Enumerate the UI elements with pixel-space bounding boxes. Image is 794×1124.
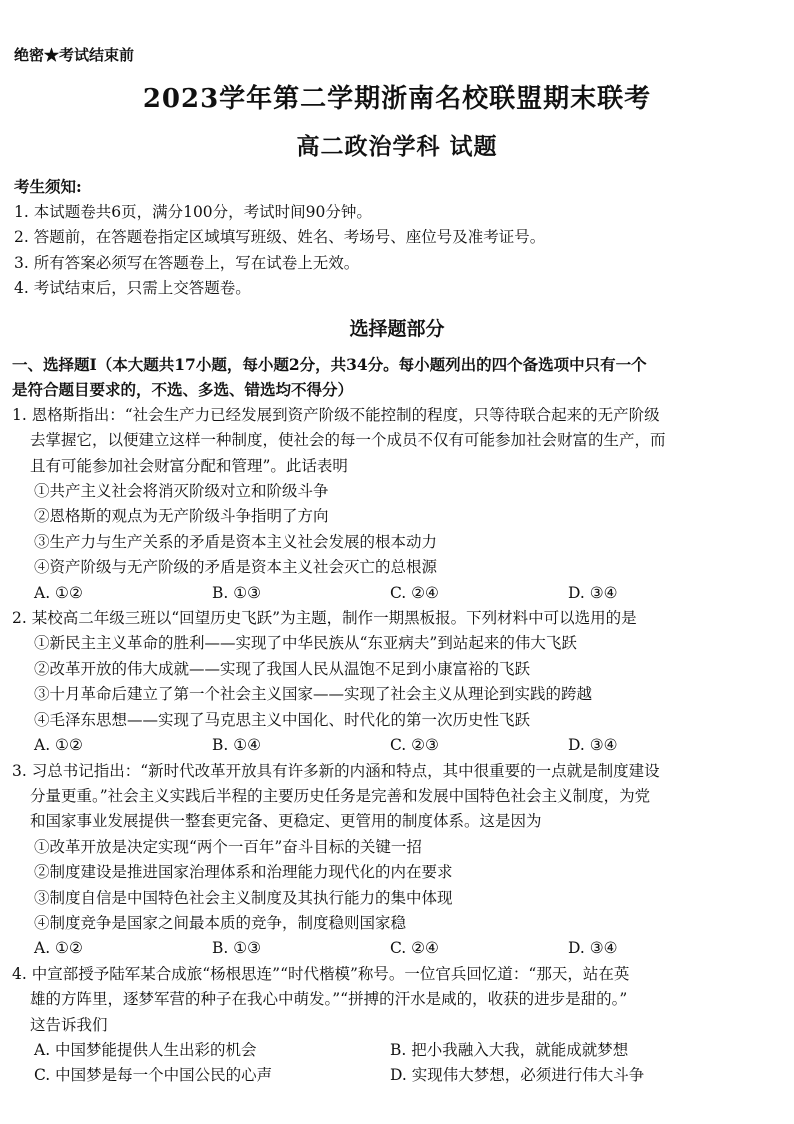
option-a: A. 中国梦能提供人生出彩的机会	[34, 1040, 257, 1059]
question-item: ④制度竞争是国家之间最本质的竞争，制度稳则国家稳	[34, 913, 407, 932]
option-c: C. ②③	[390, 736, 439, 755]
question-stem: 去掌握它，以便建立这样一种制度，使社会的每一个成员不仅有可能参加社会财富的生产，而	[30, 431, 666, 450]
option-a: A. ①②	[34, 736, 83, 755]
question-item: ①共产主义社会将消灭阶级对立和阶级斗争	[34, 482, 329, 501]
option-d: D. ③④	[568, 583, 618, 602]
question-item: ②改革开放的伟大成就——实现了我国人民从温饱不足到小康富裕的飞跃	[34, 659, 531, 678]
instruction-line: 是符合题目要求的，不选、多选、错选均不得分）	[12, 380, 354, 400]
question-stem: 这告诉我们	[30, 1015, 108, 1034]
option-b: B. 把小我融入大我，就能成就梦想	[390, 1040, 629, 1059]
section-title: 选择题部分	[349, 318, 445, 340]
answer-options	[12, 1063, 786, 1088]
option-a: A. ①②	[34, 939, 83, 958]
answer-options	[12, 1038, 786, 1063]
question-item: ④毛泽东思想——实现了马克思主义中国化、时代化的第一次历史性飞跃	[34, 710, 531, 729]
notice-head: 考生须知:	[14, 177, 82, 196]
question-stem: 4. 中宣部授予陆军某合成旅“杨根思连”“时代楷模”称号。一位官兵回忆道：“那天，站在英	[12, 964, 630, 983]
option-b: B. ①④	[212, 736, 262, 755]
option-c: C. 中国梦是每一个中国公民的心声	[34, 1066, 273, 1085]
question-stem: 和国家事业发展提供一整套更完备、更稳定、更管用的制度体系。这是因为	[30, 812, 542, 831]
question-stem: 3. 习总书记指出：“新时代改革开放具有许多新的内涵和特点，其中很重要的一点就是制度建设	[12, 761, 660, 780]
question-item: ①改革开放是决定实现“两个一百年”奋斗目标的关键一招	[34, 837, 422, 856]
option-c: C. ②④	[390, 583, 439, 602]
question-item: ③制度自信是中国特色社会主义制度及其执行能力的集中体现	[34, 888, 453, 907]
question-item: ③生产力与生产关系的矛盾是资本主义社会发展的根本动力	[34, 532, 438, 551]
question-item: ④资产阶级与无产阶级的矛盾是资本主义社会灭亡的总根源	[34, 558, 438, 577]
question-3	[12, 759, 786, 962]
notice-item: 2. 答题前，在答题卷指定区域填写班级、姓名、考场号、座位号及准考证号。	[14, 228, 546, 246]
option-d: D. ③④	[568, 939, 618, 958]
question-item: ②恩格斯的观点为无产阶级斗争指明了方向	[34, 507, 329, 526]
option-b: B. ①③	[212, 583, 262, 602]
question-stem: 1. 恩格斯指出：“社会生产力已经发展到资产阶级不能控制的程度，只等待联合起来的无产阶级	[12, 405, 660, 424]
option-c: C. ②④	[390, 939, 439, 958]
option-d: D. 实现伟大梦想，必须进行伟大斗争	[390, 1066, 645, 1085]
question-stem: 分量更重。”社会主义实践后半程的主要历史任务是完善和发展中国特色社会主义制度，为党	[30, 786, 651, 805]
exam-title: 2023学年第二学期浙南名校联盟期末联考	[142, 84, 652, 114]
notice-item: 1. 本试题卷共6页，满分100分，考试时间90分钟。	[14, 202, 372, 221]
answer-options	[12, 581, 786, 606]
question-item: ③十月革命后建立了第一个社会主义国家——实现了社会主义从理论到实践的跨越	[34, 685, 593, 704]
notice-block	[14, 174, 784, 302]
option-d: D. ③④	[568, 736, 618, 755]
notice-item: 4. 考试结束后，只需上交答题卷。	[14, 279, 251, 297]
instruction-line: 一、选择题Ⅰ（本大题共17小题，每小题2分，共34分。每小题列出的四个备选项中只有一个	[12, 355, 647, 374]
question-stem: 且有可能参加社会财富分配和管理”。此话表明	[30, 456, 348, 475]
question-body	[12, 352, 786, 1089]
option-a: A. ①②	[34, 583, 83, 602]
notice-item: 3. 所有答案必须写在答题卷上，写在试卷上无效。	[14, 253, 360, 272]
answer-options	[12, 936, 786, 961]
question-item: ②制度建设是推进国家治理体系和治理能力现代化的内在要求	[34, 863, 453, 882]
option-b: B. ①③	[212, 939, 262, 958]
question-stem: 2. 某校高二年级三班以“回望历史飞跃”为主题，制作一期黑板报。下列材料中可以选用的是	[12, 609, 637, 628]
answer-options	[12, 733, 786, 758]
question-2	[12, 606, 786, 758]
question-4	[12, 962, 786, 1089]
question-stem: 雄的方阵里，逐梦军营的种子在我心中萌发。”“拼搏的汗水是咸的，收获的进步是甜的。”	[30, 990, 628, 1009]
question-item: ①新民主主义革命的胜利——实现了中华民族从“东亚病夫”到站起来的伟大飞跃	[34, 634, 577, 653]
question-1	[12, 403, 786, 606]
secret-label: 绝密★考试结束前	[14, 46, 135, 64]
exam-subtitle: 高二政治学科 试题	[296, 133, 498, 160]
